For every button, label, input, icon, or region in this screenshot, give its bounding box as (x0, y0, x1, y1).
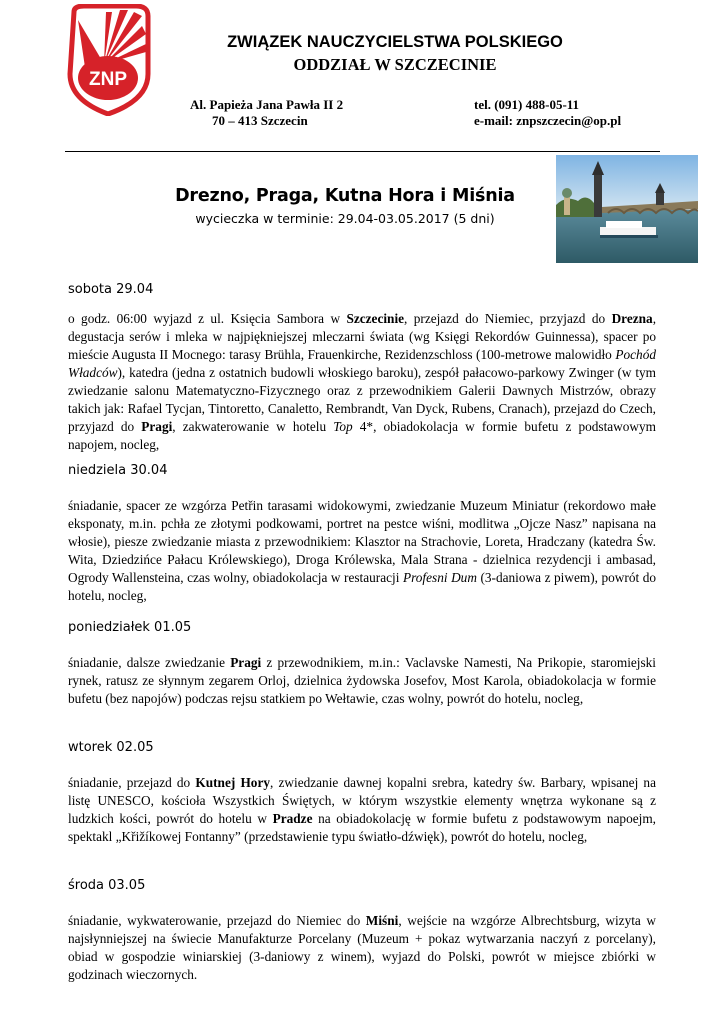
day-heading: sobota 29.04 (68, 282, 154, 297)
address-city: 70 – 413 Szczecin (212, 113, 308, 128)
bold-place-name: Szczecinie (346, 311, 405, 326)
day-description: o godz. 06:00 wyjazd z ul. Księcia Sambora w Szczecinie, przejazd do Niemiec, przyjazd do Drezna, degustacja serów i mleka w najpiękniejszej mleczarni świata (wg Księgi Rekordów Guinnessa), spacer po mieście Augusta II Mocnego: tarasy Brühla, Frauenkirche, Rezidenzschloss (100-metrowe malowidło Pochód Władców), katedra (jedna z ostatnich budowli włoskiego baroku), zespół pałacowo-parkowy Zwinger (w tym zwiedzanie salonu Matematyczno-Fizycznego oraz z przewodnikiem Galerii Dawnych Mistrzów, obrazy takich jak: Rafael Tycjan, Tintoretto, Canaletto, Rembrandt, Van Dyck, Rubens, Cranach), przejazd do Czech, przyjazd do Pragi, zakwaterowanie w hotelu Top 4*, obiadokolacja w formie bufetu z podstawowym napojem, nocleg, (68, 311, 657, 452)
logo-text: ZNP (89, 69, 127, 90)
bold-place-name: Pradze (272, 811, 313, 826)
header-divider (65, 151, 660, 152)
italic-name: Pochód Władców (68, 347, 656, 380)
trip-dates: wycieczka w terminie: 29.04-03.05.2017 (5 dni) (195, 211, 495, 226)
znp-logo (64, 4, 152, 116)
bold-place-name: Miśni (365, 913, 399, 928)
day-description: śniadanie, wykwaterowanie, przejazd do Niemiec do Miśni, wejście na wzgórze Albrechtsburg, wizyta w najsłynniejszej na świecie Manufakturze Porcelany (Muzeum + pokaz wytwarzania naczyń z porcelany), obiad w gospodzie winiarskiej (3-daniowy z winem), wyjazd do Polski, powrót w miejsce zbiórki w godzinach wieczornych. (68, 913, 656, 982)
day-description: śniadanie, spacer ze wzgórza Petřin tarasami widokowymi, zwiedzanie Muzeum Miniatur (rekordowo małe eksponaty, m.in. pchła ze złotymi podkowami, portret na pestce wiśni, modlitwa „Ojcze Nasz” napisana na włosie), piesze zwiedzanie miasta z przewodnikiem: Klasztor na Strachovie, Loreta, Hradczany (katedra Św. Wita, Dziedzińce Pałacu Królewskiego), Droga Królewska, Mala Strana - dzielnica rezydencji i ambasad, Ogrody Wallensteina, czas wolny, obiadokolacja w restauracji Profesni Dum (3-daniowa z piwem), powrót do hotelu, nocleg, (68, 498, 656, 603)
day-description: śniadanie, dalsze zwiedzanie Pragi z przewodnikiem, m.in.: Vaclavske Namesti, Na Prikopie, staromiejski rynek, ratusz ze słynnym zegarem Orloj, dzielnica żydowska Josefov, Most Karola, obiadokolacja w formie bufetu (bez napojów) podczas rejsu statkiem po Wełtawie, czas wolny, powrót do hotelu, nocleg, (68, 655, 656, 706)
day-description: śniadanie, przejazd do Kutnej Hory, zwiedzanie dawnej kopalni srebra, katedry św. Barbary, wpisanej na listę UNESCO, kościoła Wszystkich Świętych, w którym wszystkie elementy wnętrza wykonane są z ludzkich kości, powrót do hotelu w Pradze na obiadokolację w formie bufetu z podstawowym napoejm, spektakl „Křižíkowej Fontanny” (przedstawienie typu światło-dźwięk), powrót do hotelu, nocleg, (68, 775, 656, 844)
organization-branch: ODDZIAŁ W SZCZECINIE (293, 55, 497, 74)
day-heading: poniedziałek 01.05 (68, 620, 192, 635)
address-street: Al. Papieża Jana Pawła II 2 (190, 97, 344, 112)
day-heading: środa 03.05 (68, 878, 146, 893)
contact-phone: tel. (091) 488-05-11 (474, 97, 580, 112)
bold-place-name: Kutnej Hory (195, 775, 270, 790)
bold-place-name: Drezna (611, 311, 653, 326)
organization-name: ZWIĄZEK NAUCZYCIELSTWA POLSKIEGO (227, 33, 563, 51)
day-heading: wtorek 02.05 (68, 740, 154, 755)
day-heading: niedziela 30.04 (68, 463, 168, 478)
bold-place-name: Pragi (230, 655, 262, 670)
contact-email: e-mail: znpszczecin@op.pl (474, 113, 622, 128)
bold-place-name: Pragi (141, 419, 173, 434)
trip-title: Drezno, Praga, Kutna Hora i Miśnia (175, 186, 515, 206)
italic-name: Profesni Dum (402, 570, 477, 585)
italic-name: Top (333, 419, 353, 434)
logo-ribbon (70, 6, 148, 114)
prague-photo (556, 155, 698, 263)
